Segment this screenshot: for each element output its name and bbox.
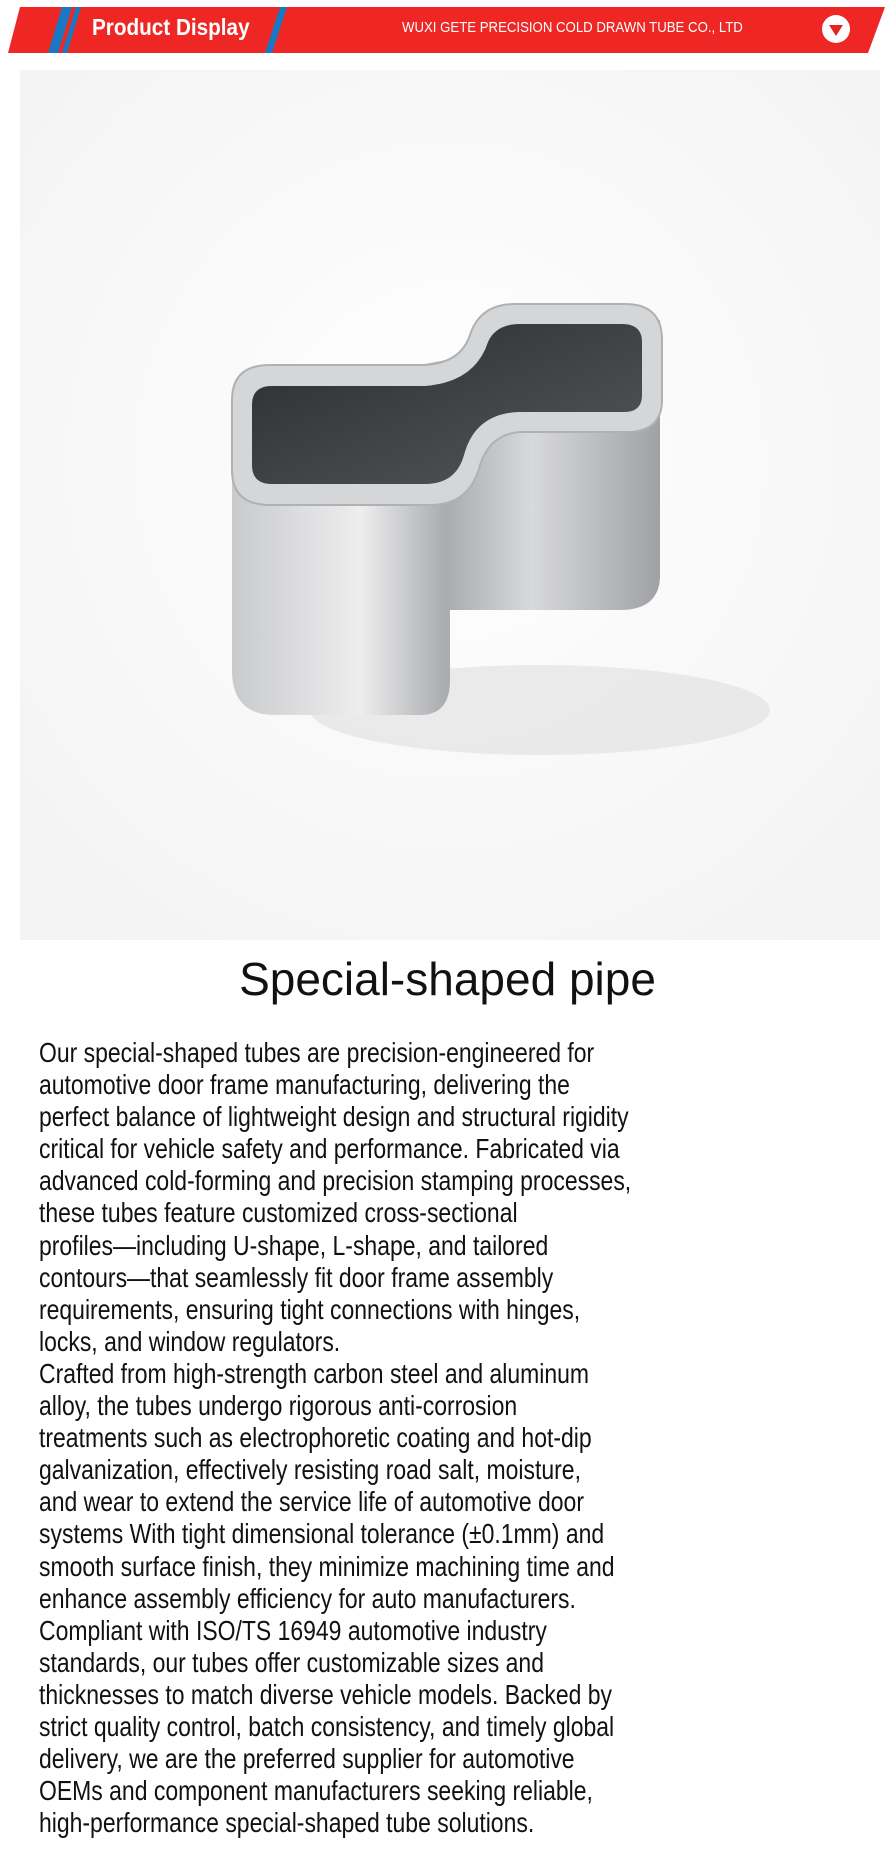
description-line: systems With tight dimensional tolerance (±0.1mm) and [39,1518,605,1550]
description-line: automotive door frame manufacturing, delivering the [39,1069,570,1101]
description-line: these tubes feature customized cross-sectional [39,1197,518,1229]
section-title: Product Display [92,14,250,40]
description-line: Our special-shaped tubes are precision-engineered for [39,1037,595,1068]
description-line: Compliant with ISO/TS 16949 automotive industry [39,1614,547,1646]
product-image [20,70,880,940]
description-line: galvanization, effectively resisting road salt, moisture, [39,1454,581,1486]
company-name: WUXI GETE PRECISION COLD DRAWN TUBE CO., LTD [402,19,743,36]
description-line: high-performance special-shaped tube solutions. [39,1807,535,1839]
description-line: profiles—including U-shape, L-shape, and tailored [39,1229,549,1261]
description-line: delivery, we are the preferred supplier for automotive [39,1743,575,1775]
product-display-banner [0,0,895,60]
description-line: enhance assembly efficiency for auto manufacturers. [39,1582,576,1614]
description-line: advanced cold-forming and precision stamping processes, [39,1165,632,1197]
chevron-down-circle-icon[interactable] [822,15,850,43]
description-line: locks, and window regulators. [39,1325,341,1357]
description-line: Crafted from high-strength carbon steel and aluminum [39,1357,590,1389]
description-line: treatments such as electrophoretic coating and hot-dip [39,1422,592,1454]
description-line: requirements, ensuring tight connections with hinges, [39,1293,581,1325]
description-line: alloy, the tubes undergo rigorous anti-corrosion [39,1390,518,1422]
product-title: Special-shaped pipe [239,953,656,1005]
description-line: strict quality control, batch consistency, and timely global [39,1710,615,1742]
description-line: perfect balance of lightweight design and structural rigidity [39,1101,629,1133]
description-line: standards, our tubes offer customizable sizes and [39,1646,544,1678]
product-description [39,1037,859,1839]
description-line: and wear to extend the service life of automotive door [39,1486,584,1518]
description-line: contours—that seamlessly fit door frame assembly [39,1261,554,1293]
description-line: OEMs and component manufacturers seeking reliable, [39,1775,593,1807]
description-line: smooth surface finish, they minimize machining time and [39,1550,615,1582]
description-line: critical for vehicle safety and performance. Fabricated via [39,1133,620,1165]
description-line: thicknesses to match diverse vehicle models. Backed by [39,1678,613,1710]
